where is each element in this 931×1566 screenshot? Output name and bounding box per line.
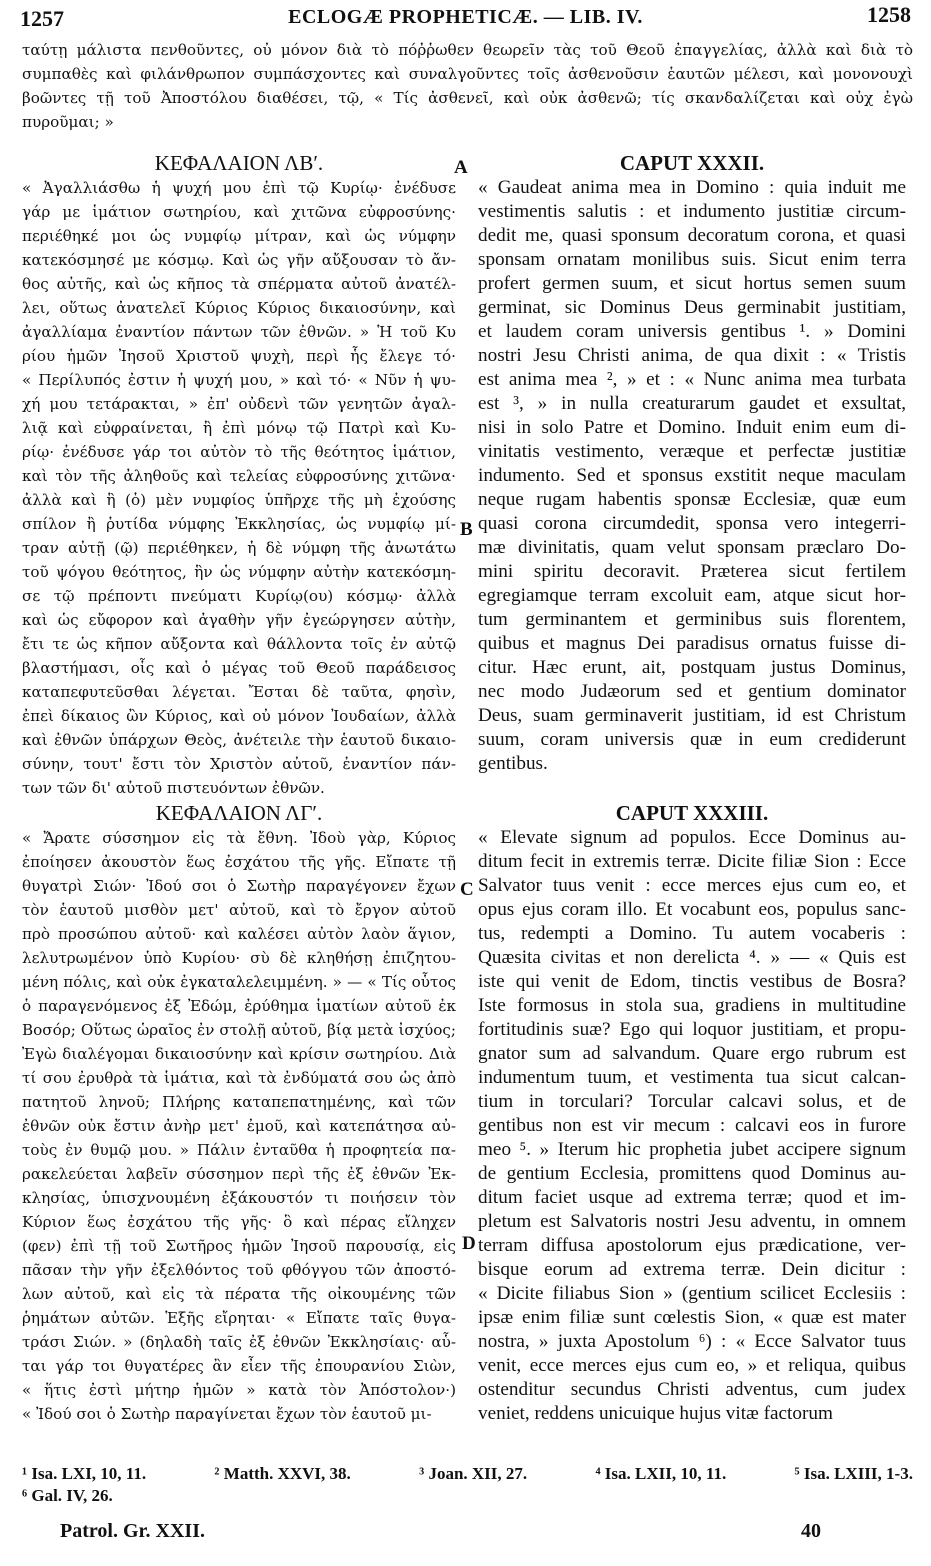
footnote-5: ⁵ Isa. LXIII, 1-3. [794,1464,913,1483]
latin-chapter-heading-32: CAPUT XXXII. [619,151,765,175]
latin-text-line: quasi corona circumdedit, sponsa vero integerri- [478,513,906,534]
latin-text-line: nostri Jesu Christi anima, de qua dixit : « Tristis [478,345,906,366]
greek-text-line: « Ἄρατε σύσσημον εἰς τὰ ἔθνη. Ἰδοὺ γὰρ, Κύριος [22,829,456,847]
latin-text-line: vestimentis salutis : et indumento justitiæ circum- [478,201,906,222]
latin-section-32 [478,176,906,776]
series-volume: Patrol. Gr. XXII. [60,1520,205,1542]
latin-text-line: Salvator tuus venit : ecce merces ejus cum eo, et [478,875,906,896]
greek-text-line: μένη πόλις, καὶ οὐκ ἐγκαταλελειμμένη. » — « Τίς οὗτος [22,973,456,991]
greek-section-32 [22,176,456,800]
latin-section-33 [478,826,906,1426]
latin-text-line: venit, ecce merces ejus cum eo, » et reliqua, quibus [478,1355,906,1376]
margin-letter-d: D [462,1233,476,1254]
greek-chapter-heading-33: ΚΕΦΑΛΑΙΟΝ ΛΓʹ. [155,801,323,825]
signature-number: 40 [801,1520,821,1542]
latin-text-line: Deus, suam germinaverit justitiam, id est Christum [478,705,906,726]
latin-text-line: veniet, reddens unicuique hujus vitæ factorum [478,1403,833,1424]
intro-line: συμπαθὲς καὶ φιλάνθρωπον συμπάσχοντες καὶ συναλγοῦντες τοῖς ἀσθενοῦσιν ἑαυτῶν μέλεσι, καὶ μονονουχὶ [22,65,913,83]
latin-text-line: pletum est Salvatoris nostri Jesu adventu, in omnem [478,1211,906,1232]
greek-text-line: βλαστήμασι, οἷς καὶ ὁ μέγας τοῦ Θεοῦ παράδεισος [22,659,456,677]
greek-text-line: ῥημάτων αὐτῶν. Ἑξῆς εἴρηται· « Εἴπατε ταῖς θυγα- [22,1309,456,1327]
latin-text-line: Iste formosus in stola sua, gradiens in multitudine [478,995,906,1016]
greek-text-line: σε τῷ πρέποντι πνεύματι Κυρίῳ(ου) κόσμῳ· ἀλλὰ [22,587,456,605]
greek-text-line: τί σου ἐρυθρὰ τὰ ἱμάτια, καὶ τὰ ἐνδύματά σου ὡς ἀπὸ [22,1069,456,1087]
latin-text-line: ditum fecit in extremis terræ. Dicite filiæ Sion : Ecce [478,851,906,872]
greek-text-line: καὶ ὡς εὔφορον καὶ ἀγαθὴν γῆν ἐγεώργησεν αὐτὴν, [22,611,456,629]
greek-text-line: θυγατρὶ Σιών· Ἰδού σοι ὁ Σωτὴρ παραγέγονεν ἔχων [22,877,456,895]
latin-text-line: neque rugam habentis sponsæ Ecclesiæ, quæ eum [478,489,906,510]
intro-line: βοῶντες τῇ τοῦ Ἀποστόλου διαθέσει, τῷ, « Τίς ἀσθενεῖ, καὶ οὐκ ἀσθενῶ; τίς σκανδαλίζεται καὶ οὐχ ἐγὼ [22,89,913,107]
latin-text-line: opus ejus coram illo. Et vocabunt eos, populus sanc- [478,899,906,920]
margin-letter-c: C [460,879,474,900]
footnote-4: ⁴ Isa. LXII, 10, 11. [595,1464,727,1483]
margin-letter-b: B [460,519,473,540]
footnote-2: ² Matth. XXVI, 38. [214,1464,351,1483]
latin-text-line: « Elevate signum ad populos. Ecce Dominus au- [478,827,906,848]
right-page-number: 1258 [867,2,911,27]
latin-text-line: gnator sum ad salvandum. Quare ergo rubrum est [478,1043,906,1064]
greek-text-line: λιᾷ καὶ εὐφραίνεται, ἢ ἐπὶ μόνῳ τῷ Πατρὶ καὶ Κυ- [22,419,456,437]
greek-chapter-heading-32: ΚΕΦΑΛΑΙΟΝ ΛΒʹ. [154,151,324,175]
greek-text-line: « Ἀγαλλιάσθω ἡ ψυχή μου ἐπὶ τῷ Κυρίῳ· ἐνέδυσε [22,179,456,197]
margin-letter-a: A [454,157,468,178]
latin-text-line: profert germen suum, et sicut hortus semen suum [478,273,906,294]
greek-text-line: ἐποίησεν ἀκουστὸν ἕως ἐσχάτου τῆς γῆς. Εἴπατε τῇ [22,853,456,871]
latin-text-line: dedit me, quasi sponsum decoratum corona, et quasi [478,225,906,246]
greek-text-line: ἔτι τε ὡς κῆπον αὔξοντα καὶ θάλλοντα τοῖς ἐν αὐτῷ [22,635,456,653]
intro-line: ταύτῃ μάλιστα πενθοῦντες, οὐ μόνον διὰ τὸ πόῤῥωθεν θεωρεῖν τὰς τοῦ Θεοῦ ἐπαγγελίας, ἀλλὰ καὶ διὰ τὸ [22,41,913,59]
greek-section-33 [22,826,456,1426]
greek-text-line: γάρ με ἱμάτιον σωτηρίου, καὶ χιτῶνα εὐφροσύνης· [22,203,456,221]
greek-text-line: περιέθηκέ μοι ὡς νυμφίῳ μίτραν, καὶ ὡς νύμφην [22,227,456,245]
latin-text-line: nec modo Judæorum sed et gentium dominator [478,681,906,702]
intro-paragraph [22,38,913,134]
greek-text-line: καὶ τὸν τῆς ἀληθοῦς καὶ τελείας εὐφροσύνης χιτῶνα· [22,467,456,485]
footnote-3: ³ Joan. XII, 27. [419,1464,528,1483]
latin-text-line: mini spiritu decoravit. Præterea sicut fertilem [478,561,906,582]
greek-text-line: τὸν ἑαυτοῦ μισθὸν μετ' αὐτοῦ, καὶ τὸ ἔργον αὐτοῦ [22,901,456,919]
greek-text-line: λων αὐτοῦ, καὶ εἰς τὰ πέρατα τῆς οἰκουμένης τῶν [22,1285,456,1303]
greek-text-line: θος αὐτῆς, καὶ ὡς κῆπος τὰ σπέρματα αὐτοῦ ἀνατέλ- [22,275,456,293]
latin-text-line: egregiamque terram excoluit eam, atque sicut hor- [478,585,906,606]
greek-text-line: ρίῳ· ἐνέδυσε γάρ τοι αὐτὸν τὸ τῆς θεότητος ἱμάτιον, [22,443,456,461]
greek-text-line: Κύριον ἕως ἐσχάτου τῆς γῆς· ὃ καὶ πέρας εἴληχεν [22,1213,456,1231]
latin-text-line: gentibus non est vir mecum : calcavi eos in furore [478,1115,906,1136]
latin-text-line: quibus et magnus Dei paradisus ornatus fuisse di- [478,633,906,654]
latin-text-line: est anima mea ², » et : « Nunc anima mea turbata [478,369,906,390]
latin-text-line: ditum faciet usque ad extrema terræ; quod et im- [478,1187,906,1208]
greek-text-line: « Ἰδού σοι ὁ Σωτὴρ παραγίνεται ἔχων τὸν ἑαυτοῦ μι- [22,1405,432,1423]
latin-text-line: terram diffusa apostolorum ejus prædicatione, ver- [478,1235,906,1256]
latin-text-line: tium in torculari? Torcular calcavi solus, et de [478,1091,906,1112]
footnote-1: ¹ Isa. LXI, 10, 11. [22,1464,147,1483]
greek-text-line: ἐπεὶ δίκαιος ὢν Κύριος, καὶ οὐ μόνον Ἰουδαίων, ἀλλὰ [22,707,456,725]
greek-text-line: χή μου τετάρακται, » ἐπ' οὐδενὶ τῶν γενητῶν ἀγαλ- [22,395,456,413]
greek-text-line: πατητοῦ ληνοῦ; Πλήρης καταπεπατημένης, καὶ τῶν [22,1093,456,1111]
greek-text-line: πᾶσαν τὴν γῆν ἐξελθόντος τοῦ φθόγγου τῶν ἀποστό- [22,1261,456,1279]
greek-text-line: ἀλλὰ καὶ ἣ (ὁ) μὲν νυμφίος ὑπῆρχε τῆς μὴ ἐχούσης [22,491,456,509]
latin-text-line: sponsam ornatam monilibus suis. Sicut enim terra [478,249,906,270]
greek-text-line: ὁ παραγενόμενος ἐξ Ἐδώμ, ἐρύθημα ἱματίων αὐτοῦ ἐκ [22,997,456,1015]
latin-text-line: iste qui venit de Edom, tinctis vestibus de Bosra? [478,971,906,992]
latin-text-line: tum germinantem et germinibus suis florentem, [478,609,906,630]
greek-text-line: κλησίας, ὑπισχνουμένη ἐξάκουστόν τι ποιήσειν τὸν [22,1189,456,1207]
latin-text-line: de gentium Ecclesia, promittens quod Dominus au- [478,1163,906,1184]
latin-text-line: ipsæ enim filiæ sunt cœlestis Sion, « quæ est mater [478,1307,906,1328]
latin-text-line: nostra, » juxta Apostolum ⁶) : « Ecce Salvator tuus [478,1331,906,1352]
greek-text-line: Ἐγὼ διαλέγομαι δικαιοσύνην καὶ κρίσιν σωτηρίου. Διὰ [22,1045,456,1063]
latin-text-line: indumento. Sed et sponsus exstitit neque maculam [478,465,906,486]
latin-text-line: nisi in solo Patre et Domino. Induit enim eum di- [478,417,906,438]
latin-text-line: « Dicite filiabus Sion » (gentium scilicet Ecclesiis : [478,1283,906,1304]
greek-text-line: τοῦ ψόγου θεότητος, ἣν ὡς νύμφην αὐτὴν κατεκόσμη- [22,563,456,581]
left-page-number: 1257 [20,6,64,31]
greek-text-line: καὶ ἐθνῶν ὑπάρχων Θεὸς, ἀνέτειλε τὴν ἑαυτοῦ δικαιο- [22,731,456,749]
footnotes [22,1463,913,1507]
section-spacer [478,776,906,800]
latin-text-line: citur. Hæc erunt, ait, postquam justus Dominus, [478,657,906,678]
page-header [20,2,911,36]
latin-text-line: bisque eorum ad extrema terræ. Dein dicitur : [478,1259,906,1280]
greek-text-line: των τῶν δι' αὐτοῦ πιστευόντων ἐθνῶν. [22,779,325,797]
greek-text-line: πρὸ προσώπου αὐτοῦ· καὶ καλέσει αὐτὸν λαὸν ἅγιον, [22,925,456,943]
latin-text-line: est ³, » in nulla creaturarum gaudet et exsultat, [478,393,906,414]
latin-column [478,150,906,1426]
running-title: ECLOGÆ PROPHETICÆ. — LIB. IV. [288,6,643,28]
greek-text-line: τοὺς ἐν θυμῷ μου. » Πάλιν ἐνταῦθα ἡ προφητεία πα- [22,1141,456,1159]
latin-text-line: Quæsita civitas et non derelicta ⁴. » — « Quis est [478,947,906,968]
footnote-row-1 [22,1463,913,1485]
latin-chapter-heading-33: CAPUT XXXIII. [615,801,769,825]
greek-text-line: κατεκόσμησέ με κόσμῳ. Καὶ ὡς γῆν αὔξουσαν τὸ ἄν- [22,251,456,269]
latin-text-line: meo ⁵. » Iterum hic prophetia jubet accipere signum [478,1139,906,1160]
greek-text-line: Βοσόρ; Οὕτως ὡραῖος ἐν στολῇ αὐτοῦ, βίᾳ μετὰ ἰσχύος; [22,1021,456,1039]
greek-column [22,150,456,1426]
latin-text-line: gentibus. [478,753,548,774]
greek-text-line: τράσι Σιών. » (δηλαδὴ ταῖς ἐξ ἐθνῶν Ἐκκλησίαις· αὗ- [22,1333,456,1351]
greek-text-line: τραν αὐτῇ (ῷ) περιέθηκεν, ἡ δὲ νύμφη τῆς ἀνωτάτω [22,539,456,557]
greek-text-line: ται γάρ τοι θυγατέρες ἂν εἶεν τῆς ἐπουρανίου Σιὼν, [22,1357,456,1375]
latin-text-line: mæ divinitatis, quam velut sponsam præclaro Do- [478,537,906,558]
latin-text-line: et laudem coram universis gentibus ¹. » Domini [478,321,906,342]
footnote-6: ⁶ Gal. IV, 26. [22,1486,113,1505]
latin-text-line: ostenditur secundus Christi adventus, cum judex [478,1379,906,1400]
intro-line: πυροῦμαι; » [22,113,114,131]
greek-text-line: καταπεφυτεῦσθαι λέγεται. Ἔσται δὲ ταῦτα, φησὶν, [22,683,456,701]
latin-text-line: suum, coram universis quæ in eum crediderunt [478,729,906,750]
latin-text-line: indumentum tuum, et vestimenta tua sicut calcan- [478,1067,906,1088]
latin-text-line: fortitudinis suæ? Ego qui loquor justitiam, et propu- [478,1019,906,1040]
greek-text-line: λει, οὕτως ἀνατελεῖ Κύριος Κύριος δικαιοσύνην, καὶ [22,299,456,317]
greek-text-line: ρίου ἡμῶν Ἰησοῦ Χριστοῦ ψυχὴ, περὶ ἧς ἔλεγε τό· [22,347,456,365]
greek-text-line: ἐθνῶν οὐκ ἔστιν ἀνὴρ μετ' ἐμοῦ, καὶ κατεπάτησα αὐ- [22,1117,456,1135]
latin-text-line: « Gaudeat anima mea in Domino : quia induit me [478,177,906,198]
greek-text-line: ἀγαλλίαμα ἐναντίον πάντων τῶν ἐθνῶν. » Ἡ τοῦ Κυ [22,323,456,341]
greek-text-line: « ἥτις ἐστὶ μήτηρ ἡμῶν » κατὰ τὸν Ἀπόστολον·) [22,1381,456,1399]
greek-text-line: « Περίλυπός ἐστιν ἡ ψυχή μου, » καὶ τό· « Νῦν ἡ ψυ- [22,371,456,389]
latin-text-line: tus, redempti a Domino. Tu autem vocaberis : [478,923,906,944]
greek-text-line: (φεν) ἐπὶ τῇ τοῦ Σωτῆρος ἡμῶν Ἰησοῦ παρουσίᾳ, εἰς [22,1237,456,1255]
latin-text-line: germinat, sic Dominus Deus germinabit justitiam, [478,297,906,318]
greek-text-line: σπίλον ἢ ῥυτίδα νύμφης Ἐκκλησίας, ὡς νυμφίῳ μί- [22,515,456,533]
greek-text-line: σύνην, τουτ' ἔστι τὸν Χριστὸν αὐτοῦ, ἐναντίον πάν- [22,755,456,773]
greek-text-line: λελυτρωμένον ὑπὸ Κυρίου· σὺ δὲ κληθήσῃ ἐπιζητου- [22,949,456,967]
greek-text-line: ρακελεύεται λαβεῖν σύσσημον περὶ τῆς ἐξ ἐθνῶν Ἐκ- [22,1165,456,1183]
latin-text-line: vinitatis vestimento, veræque et perfectæ justitiæ [478,441,906,462]
